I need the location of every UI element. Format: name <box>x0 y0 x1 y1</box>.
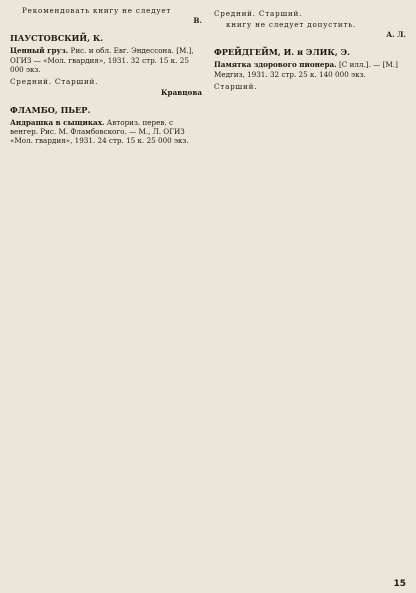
review-paustovsky <box>10 33 202 97</box>
entry-author: ПАУСТОВСКИЙ, К. <box>10 33 104 44</box>
right-column <box>214 6 406 575</box>
entry-author: ФРЕЙДГЕЙМ, И. и ЭЛИК, Э. <box>214 47 350 58</box>
review-flambo <box>10 105 202 146</box>
entry-imprint: [С илл.]. — [М.] Медгиз, 1931. 32 стр. 25 к. 140 000 экз. <box>214 60 398 79</box>
right-top-signature: А. Л. <box>386 30 406 40</box>
entry-imprint: Авториз. перев. с венгер. Рис. М. Фламбовского. — М., Л. ОГИЗ «Мол. гвардия», 1931. 24 стр. 15 к. 25 000 экз. <box>10 118 189 146</box>
entry-book-title: Памятка здорового пионера. <box>214 60 337 70</box>
entry-age-group: Старший. <box>214 81 258 91</box>
entry-signature: Кравцова <box>161 88 202 98</box>
left-top-signature: В. <box>193 16 202 26</box>
entry-book-title: Ценный груз. <box>10 46 69 56</box>
review-freidgeim <box>214 47 406 90</box>
left-column <box>10 6 202 575</box>
left-top-spaced-line: Рекомендовать книгу не следует <box>22 6 172 15</box>
page-number: 15 <box>393 579 406 589</box>
entry-author: ФЛАМБО, ПЬЕР. <box>10 105 91 116</box>
entry-book-title: Андрашка в сыщиках. <box>10 118 105 128</box>
entry-age-group: Средний. Старший. <box>10 77 99 87</box>
page-columns <box>10 6 406 575</box>
entry-bibliography <box>10 46 202 74</box>
entry-bibliography <box>214 60 406 78</box>
entry-bibliography <box>10 118 202 146</box>
right-top-spaced-line: книгу не следует допустить. <box>226 20 357 29</box>
right-top-review <box>214 9 406 39</box>
left-top-review <box>10 6 202 25</box>
right-top-age-group: Средний. Старший. <box>214 9 303 18</box>
entry-imprint: Рис. и обл. Евг. Эндессона. [М.], ОГИЗ — «Мол. гвардия», 1931. 32 стр. 15 к. 25 000 экз. <box>10 46 194 74</box>
